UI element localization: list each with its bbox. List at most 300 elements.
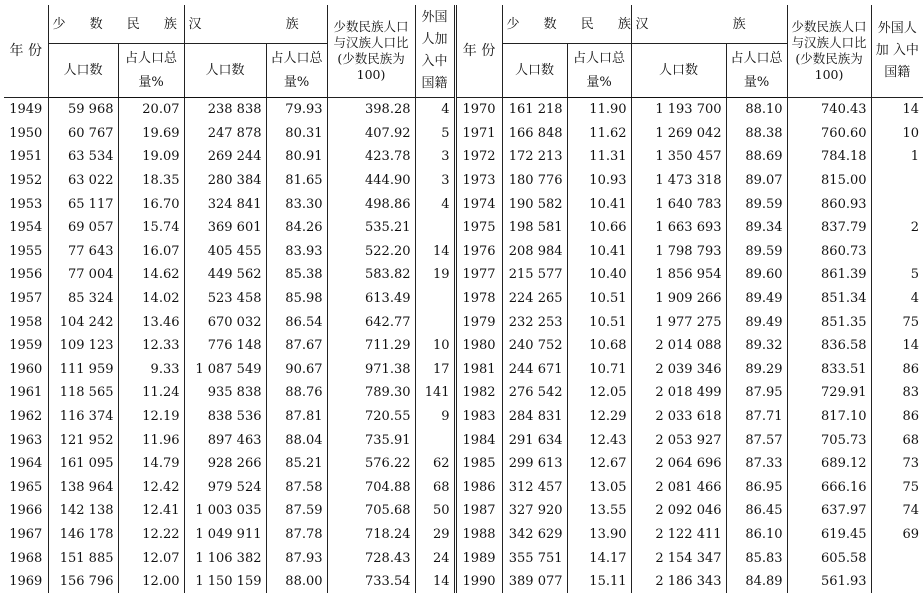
year-header-right: 年 份 — [455, 5, 502, 98]
ratio-cell-right: 760.60 — [787, 122, 871, 146]
minority-population-cell-right: 172 213 — [502, 145, 567, 169]
year-cell-left: 1956 — [9, 267, 43, 283]
han-population-cell-left: 523 458 — [184, 287, 266, 311]
ratio-cell-right: 815.00 — [787, 169, 871, 193]
ratio-cell-right: 817.10 — [787, 405, 871, 429]
year-cell-left: 1968 — [9, 550, 43, 566]
minority-population-cell-left: 65 117 — [48, 192, 118, 216]
foreigners-cell-right: 75 — [871, 476, 923, 500]
ratio-cell-left: 498.86 — [327, 192, 415, 216]
year-cell-right: 1979 — [455, 310, 502, 334]
foreigners-cell-left: 14 — [415, 240, 455, 264]
foreigners-cell-left: 24 — [415, 546, 455, 570]
minority-population-cell-left: 156 796 — [48, 570, 118, 594]
minority-share-cell-left: 11.24 — [118, 381, 184, 405]
foreigners-cell-left: 141 — [415, 381, 455, 405]
table-header — [4, 5, 923, 98]
han-population-cell-left: 369 601 — [184, 216, 266, 240]
han-share-cell-left: 88.04 — [266, 428, 327, 452]
foreigners-cell-left: 10 — [415, 334, 455, 358]
han-share-cell-left: 81.65 — [266, 169, 327, 193]
han-share-header-right: 占人口总量% — [726, 44, 787, 98]
foreigners-cell-right: 69 — [871, 523, 923, 547]
minority-population-cell-right: 198 581 — [502, 216, 567, 240]
foreigners-cell-left: 17 — [415, 358, 455, 382]
table-row — [4, 476, 923, 500]
han-population-cell-right: 2 186 343 — [631, 570, 726, 594]
han-population-cell-left: 1 087 549 — [184, 358, 266, 382]
table-row — [4, 334, 923, 358]
ratio-cell-left: 423.78 — [327, 145, 415, 169]
han-population-cell-left: 405 455 — [184, 240, 266, 264]
minority-population-cell-left: 63 022 — [48, 169, 118, 193]
table-row — [4, 523, 923, 547]
year-cell-right: 1987 — [455, 499, 502, 523]
year-cell-right: 1983 — [455, 405, 502, 429]
ratio-cell-left: 444.90 — [327, 169, 415, 193]
minority-population-cell-left: 59 968 — [48, 98, 118, 122]
han-share-cell-left: 88.76 — [266, 381, 327, 405]
foreigners-cell-right — [871, 570, 923, 594]
year-cell-right: 1984 — [455, 428, 502, 452]
han-population-cell-left: 670 032 — [184, 310, 266, 334]
han-share-cell-right: 89.59 — [726, 192, 787, 216]
minority-share-cell-right: 12.29 — [567, 405, 631, 429]
ratio-cell-left: 971.38 — [327, 358, 415, 382]
minority-population-cell-right: 208 984 — [502, 240, 567, 264]
minority-population-cell-left: 111 959 — [48, 358, 118, 382]
han-population-header-left: 人口数 — [184, 44, 266, 98]
year-cell-left: 1954 — [9, 220, 43, 236]
han-share-cell-left: 84.26 — [266, 216, 327, 240]
year-cell-right: 1977 — [455, 263, 502, 287]
ratio-cell-right: 860.93 — [787, 192, 871, 216]
foreigners-cell-right: 14 — [871, 334, 923, 358]
year-cell-right: 1973 — [455, 169, 502, 193]
han-share-cell-right: 88.10 — [726, 98, 787, 122]
han-population-cell-right: 2 154 347 — [631, 546, 726, 570]
year-cell-left: 1958 — [9, 314, 43, 330]
han-share-cell-left: 80.91 — [266, 145, 327, 169]
ratio-cell-left: 576.22 — [327, 452, 415, 476]
ratio-cell-right: 605.58 — [787, 546, 871, 570]
han-share-cell-left: 90.67 — [266, 358, 327, 382]
han-share-cell-left: 85.21 — [266, 452, 327, 476]
minority-population-cell-right: 232 253 — [502, 310, 567, 334]
foreigners-cell-left: 19 — [415, 263, 455, 287]
year-cell-right: 1988 — [455, 523, 502, 547]
year-cell-left: 1963 — [9, 432, 43, 448]
ratio-cell-right: 851.34 — [787, 287, 871, 311]
year-cell-left: 1950 — [9, 125, 43, 141]
han-population-cell-left: 449 562 — [184, 263, 266, 287]
han-share-cell-left: 87.67 — [266, 334, 327, 358]
year-cell-left: 1962 — [9, 409, 43, 425]
han-population-cell-left: 838 536 — [184, 405, 266, 429]
year-cell-right: 1978 — [455, 287, 502, 311]
minority-population-cell-left: 116 374 — [48, 405, 118, 429]
han-share-cell-left: 79.93 — [266, 98, 327, 122]
han-population-cell-right: 1 473 318 — [631, 169, 726, 193]
minority-population-cell-right: 312 457 — [502, 476, 567, 500]
minority-share-cell-left: 18.35 — [118, 169, 184, 193]
ratio-header-right-text: 少数民族人口与汉族人口比(少数民族为100) — [791, 19, 867, 82]
ratio-cell-right: 740.43 — [787, 98, 871, 122]
ratio-cell-left: 735.91 — [327, 428, 415, 452]
foreigners-cell-left: 4 — [415, 98, 455, 122]
minority-share-cell-left: 12.07 — [118, 546, 184, 570]
foreigners-cell-right: 74 — [871, 499, 923, 523]
minority-population-cell-right: 244 671 — [502, 358, 567, 382]
foreigners-cell-left: 29 — [415, 523, 455, 547]
han-population-cell-left: 247 878 — [184, 122, 266, 146]
foreigners-cell-left: 50 — [415, 499, 455, 523]
han-share-cell-right: 87.33 — [726, 452, 787, 476]
minority-share-cell-right: 13.90 — [567, 523, 631, 547]
minority-share-cell-left: 12.19 — [118, 405, 184, 429]
table-row — [4, 546, 923, 570]
foreigners-cell-left — [415, 310, 455, 334]
table-row — [4, 192, 923, 216]
han-share-cell-left: 87.93 — [266, 546, 327, 570]
han-share-cell-right: 85.83 — [726, 546, 787, 570]
han-population-cell-left: 776 148 — [184, 334, 266, 358]
han-population-cell-left: 979 524 — [184, 476, 266, 500]
han-population-cell-left: 324 841 — [184, 192, 266, 216]
table-row — [4, 428, 923, 452]
year-cell-right: 1972 — [455, 145, 502, 169]
foreigners-cell-right — [871, 240, 923, 264]
year-cell-left: 1949 — [9, 102, 43, 118]
minority-population-cell-right: 327 920 — [502, 499, 567, 523]
han-population-cell-right: 1 350 457 — [631, 145, 726, 169]
foreigners-cell-left: 3 — [415, 145, 455, 169]
han-share-cell-left: 87.81 — [266, 405, 327, 429]
han-share-cell-right: 89.49 — [726, 310, 787, 334]
minority-population-header-right: 人口数 — [502, 44, 567, 98]
ratio-cell-right: 851.35 — [787, 310, 871, 334]
minority-share-cell-right: 13.55 — [567, 499, 631, 523]
year-cell-right: 1986 — [455, 476, 502, 500]
minority-population-cell-right: 342 629 — [502, 523, 567, 547]
han-share-cell-right: 89.60 — [726, 263, 787, 287]
han-population-cell-right: 1 977 275 — [631, 310, 726, 334]
minority-population-cell-left: 121 952 — [48, 428, 118, 452]
foreigners-cell-left: 9 — [415, 405, 455, 429]
year-cell-left: 1969 — [9, 574, 43, 590]
minority-share-cell-right: 10.68 — [567, 334, 631, 358]
foreigners-cell-left — [415, 428, 455, 452]
minority-population-cell-right: 161 218 — [502, 98, 567, 122]
minority-group-header-right: 少 数 民 族 — [502, 5, 631, 44]
han-share-cell-right: 89.32 — [726, 334, 787, 358]
foreigners-cell-left — [415, 287, 455, 311]
minority-share-cell-left: 12.41 — [118, 499, 184, 523]
foreigners-cell-left: 68 — [415, 476, 455, 500]
table-row — [4, 216, 923, 240]
table-row — [4, 240, 923, 264]
minority-population-cell-right: 284 831 — [502, 405, 567, 429]
han-population-cell-right: 2 018 499 — [631, 381, 726, 405]
ratio-cell-right: 637.97 — [787, 499, 871, 523]
minority-population-cell-left: 69 057 — [48, 216, 118, 240]
ratio-cell-left: 718.24 — [327, 523, 415, 547]
foreigners-cell-left: 4 — [415, 192, 455, 216]
ratio-cell-left: 733.54 — [327, 570, 415, 594]
table-row — [4, 169, 923, 193]
han-population-cell-left: 1 106 382 — [184, 546, 266, 570]
han-population-cell-right: 2 033 618 — [631, 405, 726, 429]
year-cell-right: 1990 — [455, 570, 502, 594]
minority-share-cell-left: 15.74 — [118, 216, 184, 240]
minority-population-cell-left: 77 643 — [48, 240, 118, 264]
foreigners-cell-right — [871, 192, 923, 216]
ratio-header-left-text: 少数民族人口与汉族人口比(少数民族为100) — [333, 19, 409, 82]
year-cell-left: 1966 — [9, 503, 43, 519]
foreigners-cell-left: 3 — [415, 169, 455, 193]
han-share-cell-left: 85.98 — [266, 287, 327, 311]
foreigners-header-left: 外国人加 入中国籍 — [415, 5, 455, 98]
minority-population-cell-right: 215 577 — [502, 263, 567, 287]
table-row — [4, 122, 923, 146]
han-population-cell-right: 1 269 042 — [631, 122, 726, 146]
minority-share-cell-right: 10.41 — [567, 240, 631, 264]
han-share-cell-left: 88.00 — [266, 570, 327, 594]
minority-share-cell-left: 14.79 — [118, 452, 184, 476]
minority-population-cell-right: 190 582 — [502, 192, 567, 216]
minority-population-cell-right: 240 752 — [502, 334, 567, 358]
foreigners-cell-right: 73 — [871, 452, 923, 476]
table-row — [4, 405, 923, 429]
minority-share-cell-right: 10.40 — [567, 263, 631, 287]
foreigners-cell-right: 2 — [871, 216, 923, 240]
ratio-cell-right: 833.51 — [787, 358, 871, 382]
year-cell-right: 1989 — [455, 546, 502, 570]
han-population-cell-left: 1 003 035 — [184, 499, 266, 523]
han-share-cell-left: 83.30 — [266, 192, 327, 216]
han-population-header-right: 人口数 — [631, 44, 726, 98]
minority-population-cell-right: 389 077 — [502, 570, 567, 594]
ratio-cell-right: 729.91 — [787, 381, 871, 405]
minority-population-cell-left: 142 138 — [48, 499, 118, 523]
minority-share-cell-right: 10.66 — [567, 216, 631, 240]
ratio-cell-left: 728.43 — [327, 546, 415, 570]
year-cell-right: 1971 — [455, 122, 502, 146]
han-share-cell-right: 89.34 — [726, 216, 787, 240]
year-cell-right: 1981 — [455, 358, 502, 382]
minority-population-cell-right: 166 848 — [502, 122, 567, 146]
minority-share-cell-right: 15.11 — [567, 570, 631, 594]
year-cell-left: 1965 — [9, 479, 43, 495]
year-cell-right: 1980 — [455, 334, 502, 358]
ratio-cell-right: 784.18 — [787, 145, 871, 169]
han-population-cell-right: 1 663 693 — [631, 216, 726, 240]
han-share-cell-right: 86.10 — [726, 523, 787, 547]
han-share-cell-right: 88.38 — [726, 122, 787, 146]
minority-population-cell-left: 151 885 — [48, 546, 118, 570]
han-share-cell-right: 89.59 — [726, 240, 787, 264]
minority-share-cell-right: 11.90 — [567, 98, 631, 122]
minority-share-header-right: 占人口总量% — [567, 44, 631, 98]
foreigners-cell-right: 83 — [871, 381, 923, 405]
han-share-cell-right: 89.49 — [726, 287, 787, 311]
minority-share-cell-right: 11.31 — [567, 145, 631, 169]
ratio-cell-left: 535.21 — [327, 216, 415, 240]
ratio-cell-left: 642.77 — [327, 310, 415, 334]
han-group-header-left: 汉 族 — [184, 5, 327, 44]
minority-population-cell-right: 299 613 — [502, 452, 567, 476]
year-cell-left: 1960 — [9, 361, 43, 377]
ratio-cell-left: 522.20 — [327, 240, 415, 264]
minority-population-cell-left: 109 123 — [48, 334, 118, 358]
han-population-cell-left: 280 384 — [184, 169, 266, 193]
minority-population-cell-left: 138 964 — [48, 476, 118, 500]
han-share-cell-left: 86.54 — [266, 310, 327, 334]
minority-population-cell-left: 104 242 — [48, 310, 118, 334]
han-population-cell-left: 269 244 — [184, 145, 266, 169]
han-population-cell-left: 897 463 — [184, 428, 266, 452]
han-population-cell-right: 2 092 046 — [631, 499, 726, 523]
minority-population-cell-right: 276 542 — [502, 381, 567, 405]
ratio-cell-left: 583.82 — [327, 263, 415, 287]
foreigners-cell-right: 86 — [871, 358, 923, 382]
minority-population-cell-right: 291 634 — [502, 428, 567, 452]
table-row — [4, 287, 923, 311]
minority-population-cell-left: 118 565 — [48, 381, 118, 405]
population-table — [4, 5, 923, 593]
year-cell-right: 1976 — [455, 240, 502, 264]
foreigners-cell-right: 10 — [871, 122, 923, 146]
ratio-cell-right: 860.73 — [787, 240, 871, 264]
table-row — [4, 381, 923, 405]
ratio-cell-left: 398.28 — [327, 98, 415, 122]
han-share-cell-right: 89.07 — [726, 169, 787, 193]
foreigners-cell-left: 14 — [415, 570, 455, 594]
ratio-cell-left: 711.29 — [327, 334, 415, 358]
minority-population-cell-left: 161 095 — [48, 452, 118, 476]
table-row — [4, 310, 923, 334]
minority-group-header-left: 少 数 民 族 — [48, 5, 184, 44]
ratio-cell-right: 705.73 — [787, 428, 871, 452]
year-cell-right: 1974 — [455, 192, 502, 216]
minority-share-cell-left: 12.42 — [118, 476, 184, 500]
minority-population-cell-left: 85 324 — [48, 287, 118, 311]
foreigners-cell-right — [871, 546, 923, 570]
minority-share-cell-right: 12.67 — [567, 452, 631, 476]
han-population-cell-left: 935 838 — [184, 381, 266, 405]
ratio-cell-right: 861.39 — [787, 263, 871, 287]
table-row — [4, 499, 923, 523]
ratio-cell-left: 613.49 — [327, 287, 415, 311]
year-cell-left: 1953 — [9, 196, 43, 212]
han-population-cell-left: 1 150 159 — [184, 570, 266, 594]
minority-share-cell-left: 16.70 — [118, 192, 184, 216]
ratio-header-right — [787, 5, 871, 98]
foreigners-cell-right — [871, 169, 923, 193]
year-cell-left: 1955 — [9, 243, 43, 259]
year-cell-left: 1964 — [9, 456, 43, 472]
minority-population-cell-left: 146 178 — [48, 523, 118, 547]
table-row — [4, 570, 923, 594]
han-population-cell-left: 928 266 — [184, 452, 266, 476]
minority-share-cell-right: 10.93 — [567, 169, 631, 193]
minority-share-cell-left: 19.69 — [118, 122, 184, 146]
year-cell-left: 1967 — [9, 526, 43, 542]
minority-share-cell-left: 12.22 — [118, 523, 184, 547]
han-share-cell-right: 86.45 — [726, 499, 787, 523]
han-population-cell-right: 1 909 266 — [631, 287, 726, 311]
minority-population-cell-left: 63 534 — [48, 145, 118, 169]
table-row — [4, 358, 923, 382]
ratio-cell-right: 561.93 — [787, 570, 871, 594]
minority-population-header-left: 人口数 — [48, 44, 118, 98]
year-cell-right: 1970 — [455, 98, 502, 122]
foreigners-cell-right: 75 — [871, 310, 923, 334]
ratio-cell-left: 720.55 — [327, 405, 415, 429]
year-cell-left: 1957 — [9, 291, 43, 307]
foreigners-cell-right: 14 — [871, 98, 923, 122]
foreigners-cell-right: 68 — [871, 428, 923, 452]
minority-share-header-left: 占人口总量% — [118, 44, 184, 98]
han-population-cell-left: 1 049 911 — [184, 523, 266, 547]
han-population-cell-left: 238 838 — [184, 98, 266, 122]
minority-population-cell-left: 60 767 — [48, 122, 118, 146]
ratio-cell-right: 836.58 — [787, 334, 871, 358]
year-cell-left: 1961 — [9, 385, 43, 401]
foreigners-cell-right: 86 — [871, 405, 923, 429]
foreigners-cell-left: 62 — [415, 452, 455, 476]
han-population-cell-right: 2 064 696 — [631, 452, 726, 476]
han-population-cell-right: 2 053 927 — [631, 428, 726, 452]
han-population-cell-right: 2 039 346 — [631, 358, 726, 382]
han-population-cell-right: 1 640 783 — [631, 192, 726, 216]
ratio-cell-left: 705.68 — [327, 499, 415, 523]
minority-share-cell-left: 12.00 — [118, 570, 184, 594]
han-share-cell-left: 83.93 — [266, 240, 327, 264]
minority-share-cell-left: 16.07 — [118, 240, 184, 264]
han-share-cell-left: 85.38 — [266, 263, 327, 287]
han-population-cell-right: 1 856 954 — [631, 263, 726, 287]
han-population-cell-right: 1 798 793 — [631, 240, 726, 264]
ratio-cell-left: 407.92 — [327, 122, 415, 146]
table-body — [4, 98, 923, 594]
minority-population-cell-left: 77 004 — [48, 263, 118, 287]
minority-share-cell-left: 14.02 — [118, 287, 184, 311]
ratio-cell-left: 704.88 — [327, 476, 415, 500]
minority-share-cell-right: 13.05 — [567, 476, 631, 500]
minority-share-cell-right: 10.51 — [567, 287, 631, 311]
foreigners-cell-left — [415, 216, 455, 240]
minority-population-cell-right: 355 751 — [502, 546, 567, 570]
han-share-cell-right: 86.95 — [726, 476, 787, 500]
year-cell-left: 1951 — [9, 149, 43, 165]
year-cell-right: 1985 — [455, 452, 502, 476]
minority-share-cell-right: 11.62 — [567, 122, 631, 146]
minority-share-cell-left: 19.09 — [118, 145, 184, 169]
foreigners-cell-right: 1 — [871, 145, 923, 169]
han-population-cell-right: 2 122 411 — [631, 523, 726, 547]
minority-share-cell-left: 14.62 — [118, 263, 184, 287]
minority-share-cell-right: 14.17 — [567, 546, 631, 570]
han-share-cell-right: 89.29 — [726, 358, 787, 382]
minority-population-cell-right: 180 776 — [502, 169, 567, 193]
minority-share-cell-left: 12.33 — [118, 334, 184, 358]
han-share-header-left: 占人口总量% — [266, 44, 327, 98]
han-share-cell-left: 87.58 — [266, 476, 327, 500]
han-share-cell-right: 84.89 — [726, 570, 787, 594]
year-cell-right: 1975 — [455, 216, 502, 240]
han-share-cell-left: 87.59 — [266, 499, 327, 523]
